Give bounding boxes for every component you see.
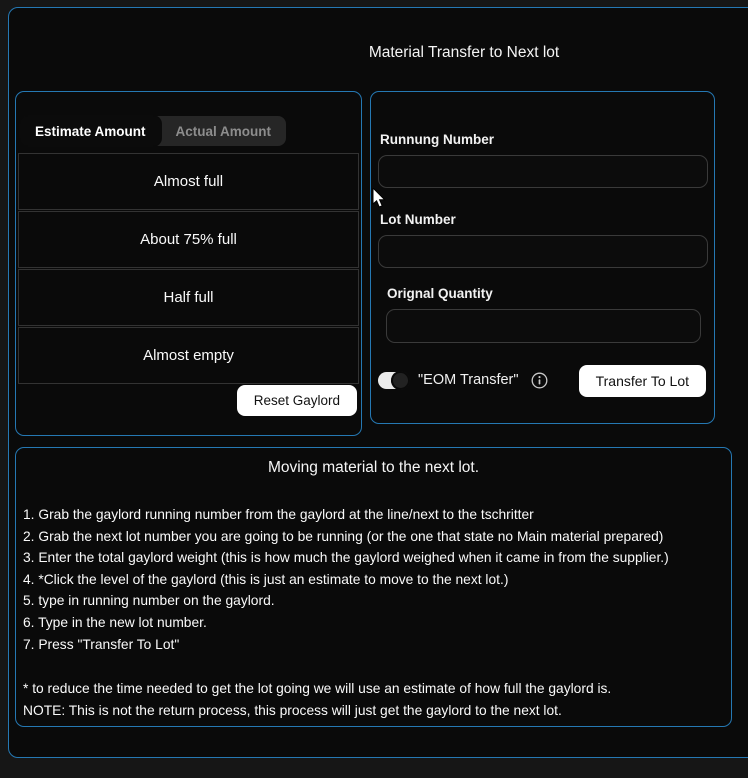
option-about-75-full[interactable]: About 75% full bbox=[18, 211, 359, 268]
option-half-full[interactable]: Half full bbox=[18, 269, 359, 326]
toggle-knob bbox=[391, 371, 410, 390]
instructions-title: Moving material to the next lot. bbox=[267, 459, 480, 476]
instruction-step: 2. Grab the next lot number you are going to be running (or the one that state no Main material prepared) bbox=[23, 528, 664, 544]
instruction-step: 4. *Click the level of the gaylord (this is just an estimate to move to the next lot.) bbox=[23, 571, 509, 587]
transfer-to-lot-button[interactable]: Transfer To Lot bbox=[579, 365, 706, 397]
original-quantity-input[interactable] bbox=[386, 309, 701, 343]
instructions-panel bbox=[15, 447, 732, 727]
transfer-form-panel bbox=[370, 91, 715, 424]
eom-transfer-label: "EOM Transfer" bbox=[418, 372, 519, 388]
instruction-step: 1. Grab the gaylord running number from the gaylord at the line/next to the tschritter bbox=[23, 507, 534, 522]
material-transfer-card bbox=[8, 7, 748, 758]
page-title: Material Transfer to Next lot bbox=[368, 44, 560, 61]
instruction-step: 6. Type in the new lot number. bbox=[23, 614, 207, 630]
running-number-label: Runnung Number bbox=[380, 132, 494, 147]
eom-transfer-toggle[interactable] bbox=[378, 372, 408, 389]
option-almost-full[interactable]: Almost full bbox=[18, 153, 359, 210]
estimate-panel bbox=[15, 91, 362, 436]
info-circle-icon[interactable] bbox=[531, 372, 548, 389]
option-almost-empty[interactable]: Almost empty bbox=[18, 327, 359, 384]
instructions-footnotes bbox=[23, 678, 724, 721]
reset-gaylord-button[interactable]: Reset Gaylord bbox=[237, 385, 357, 416]
original-quantity-label: Orignal Quantity bbox=[387, 286, 493, 301]
instruction-step: 3. Enter the total gaylord weight (this is how much the gaylord weighed when it came in from the supplier.) bbox=[23, 550, 669, 566]
lot-number-input[interactable] bbox=[378, 235, 708, 268]
running-number-input[interactable] bbox=[378, 155, 708, 188]
footnote-estimate: * to reduce the time needed to get the lot going we will use an estimate of how full the gaylord is. bbox=[23, 681, 612, 696]
footnote-note: NOTE: This is not the return process, this process will just get the gaylord to the next lot. bbox=[23, 702, 562, 718]
lot-number-label: Lot Number bbox=[380, 212, 456, 227]
eom-transfer-row bbox=[378, 363, 548, 397]
instruction-step: 7. Press "Transfer To Lot" bbox=[23, 636, 180, 652]
tab-estimate-amount[interactable]: Estimate Amount bbox=[20, 116, 161, 146]
fill-level-options bbox=[18, 153, 359, 385]
instructions-steps bbox=[23, 504, 724, 655]
amount-tab-group bbox=[20, 116, 286, 146]
tab-actual-amount[interactable]: Actual Amount bbox=[175, 123, 272, 139]
instruction-step: 5. type in running number on the gaylord. bbox=[23, 593, 275, 609]
